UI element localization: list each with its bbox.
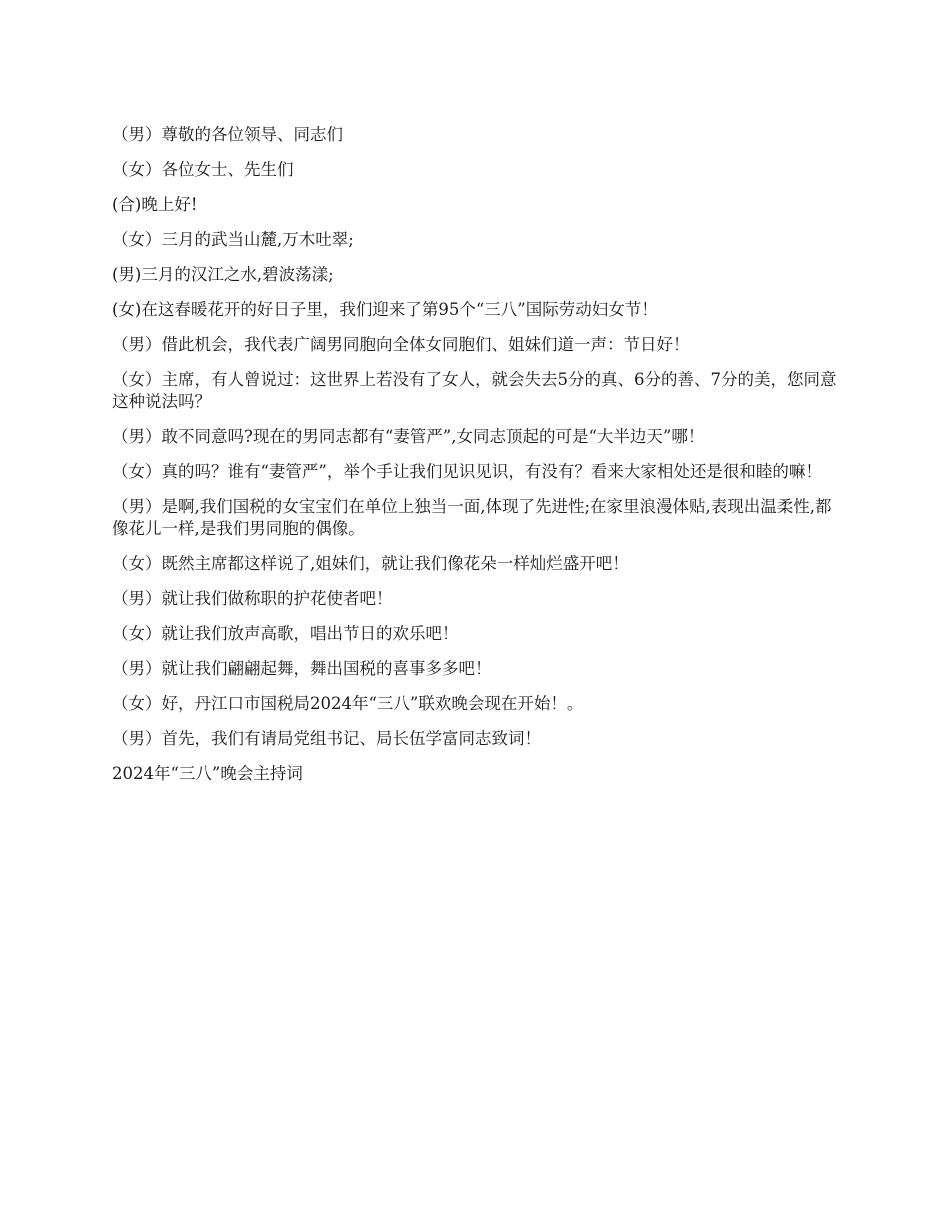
paragraph: （男）首先，我们有请局党组书记、局长伍学富同志致词！ (112, 729, 541, 748)
paragraph: （女）各位女士、先生们 (112, 160, 294, 179)
paragraph: （女）好，丹江口市国税局2024年“三八”联欢晚会现在开始！。 (112, 694, 584, 713)
document-body (112, 124, 838, 798)
paragraph: （男）是啊,我们国税的女宝宝们在单位上独当一面,体现了先进性;在家里浪漫体贴,表现出温柔性,都像花儿一样,是我们男同胞的偶像。 (112, 497, 832, 538)
paragraph: （男）敢不同意吗?现在的男同志都有“妻管严”,女同志顶起的可是“大半边天”哪！ (112, 427, 705, 446)
paragraph: （男）就让我们翩翩起舞，舞出国税的喜事多多吧！ (112, 659, 492, 678)
paragraph: (合)晚上好! (112, 195, 198, 214)
paragraph: (女)在这春暖花开的好日子里，我们迎来了第95个“三八”国际劳动妇女节！ (112, 300, 658, 319)
paragraph: （女）真的吗？谁有“妻管严”，举个手让我们见识见识，有没有？看来大家相处还是很和睦的嘛！ (112, 462, 822, 481)
paragraph: （女）三月的武当山麓,万木吐翠; (112, 230, 354, 249)
paragraph: （男）就让我们做称职的护花使者吧！ (112, 589, 393, 608)
paragraph: （男）尊敬的各位领导、同志们 (112, 125, 343, 144)
document-title-footer: 2024年“三八”晚会主持词 (112, 764, 303, 783)
paragraph: （女）既然主席都这样说了,姐妹们，就让我们像花朵一样灿烂盛开吧！ (112, 554, 629, 573)
paragraph: （女）就让我们放声高歌，唱出节日的欢乐吧！ (112, 624, 459, 643)
paragraph: (男)三月的汉江之水,碧波荡漾; (112, 265, 334, 284)
paragraph: （男）借此机会，我代表广阔男同胞向全体女同胞们、姐妹们道一声：节日好！ (112, 335, 690, 354)
paragraph: （女）主席，有人曾说过：这世界上若没有了女人，就会失去5分的真、6分的善、7分的美，您同意这种说法吗？ (112, 370, 837, 411)
